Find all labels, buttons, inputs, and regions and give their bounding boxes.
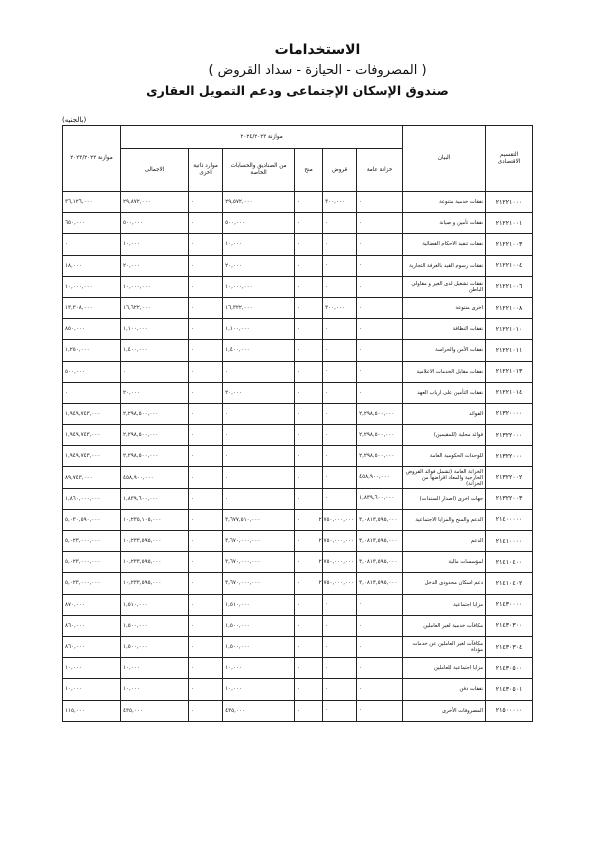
cell-treasury: ٣,٠٨١٣,٥٩٥,٠٠٠ (357, 573, 403, 594)
cell-funds: ٠ (223, 467, 295, 488)
cell-total: ١,٥١٠,٠٠٠ (121, 594, 189, 615)
cell-treasury: ٠ (357, 636, 403, 657)
cell-funds: ١,٤٠٠,٠٠٠ (223, 340, 295, 361)
cell-prev: ٨٩,٧٤٣,٠٠٠ (63, 467, 121, 488)
table-row (63, 636, 533, 657)
cell-grants: ٠ (295, 615, 323, 636)
cell-funds: ٤٣٥,٠٠٠ (223, 700, 295, 721)
cell-treasury: ٠ (357, 213, 403, 234)
cell-loans: ٠ (323, 700, 357, 721)
cell-total: ١٠,٢٣٥,١٠٥,٠٠٠ (121, 509, 189, 530)
table-row (63, 615, 533, 636)
table-row (63, 679, 533, 700)
cell-item: نفقات مقابل الخدمات الاعلامية (403, 361, 486, 382)
cell-loans: ٢,٧٥٠,٠٠٠,٠٠٠ (323, 552, 357, 573)
cell-item: نفقات تأمين و صيانة (403, 213, 486, 234)
cell-self: ٠ (189, 679, 223, 700)
header-loans: قروض (323, 149, 357, 192)
cell-loans: ٠ (323, 615, 357, 636)
cell-funds: ١٠,٠٠٠,٠٠٠ (223, 276, 295, 297)
cell-funds: ٣,٦٧٠,٠٠٠,٠٠٠ (223, 573, 295, 594)
cell-treasury: ٣,٠٨١٣,٥٩٥,٠٠٠ (357, 552, 403, 573)
cell-code: ٢١٢٢١٠١٣ (486, 361, 533, 382)
cell-loans: ٠ (323, 488, 357, 509)
cell-loans: ٠ (323, 446, 357, 467)
cell-code: ٢١٢٢١٠١٤ (486, 382, 533, 403)
cell-funds: ٠ (223, 446, 295, 467)
cell-item: نفقات الأمن والحراسة (403, 340, 486, 361)
header-self: موارد ذاتية اخرى (189, 149, 223, 192)
cell-grants: ٠ (295, 255, 323, 276)
cell-self: ٠ (189, 552, 223, 573)
cell-prev: ٥,٠٢٣,٠٠٠,٠٠٠ (63, 573, 121, 594)
cell-loans: ٠ (323, 319, 357, 340)
cell-code: ٢١٢٢١٠١٠ (486, 319, 533, 340)
header-item: البيان (403, 126, 486, 192)
cell-treasury: ٠ (357, 276, 403, 297)
cell-total: ٢,٢٩٨,٥٠٠,٠٠٠ (121, 425, 189, 446)
budget-table (62, 125, 533, 722)
cell-item: دعم اسكان محدودى الدخل (403, 573, 486, 594)
cell-item: جهات اخرى (اصدار السندات) (403, 488, 486, 509)
cell-treasury: ٠ (357, 658, 403, 679)
cell-loans: ٣٠٠,٠٠٠ (323, 192, 357, 213)
cell-code: ٢١٣٢٢٠٠٣ (486, 488, 533, 509)
table-row (63, 297, 533, 318)
cell-treasury: ٢,٢٩٨,٥٠٠,٠٠٠ (357, 446, 403, 467)
cell-item: المصروفات الأخرى (403, 700, 486, 721)
cell-prev: ٥,٠٣٠,٥٩٠,٠٠٠ (63, 509, 121, 530)
cell-grants: ٠ (295, 297, 323, 318)
cell-treasury: ٠ (357, 700, 403, 721)
cell-self: ٠ (189, 509, 223, 530)
cell-total: ١٠,٠٠٠ (121, 234, 189, 255)
cell-prev: ٨٦٠,٠٠٠ (63, 615, 121, 636)
cell-self: ٠ (189, 446, 223, 467)
cell-treasury: ٠ (357, 255, 403, 276)
cell-treasury: ٠ (357, 594, 403, 615)
table-row (63, 531, 533, 552)
cell-self: ٠ (189, 658, 223, 679)
cell-grants: ٠ (295, 658, 323, 679)
cell-funds: ٠ (223, 403, 295, 424)
cell-total: ٤٣٥,٠٠٠ (121, 700, 189, 721)
table-row (63, 488, 533, 509)
cell-self: ٠ (189, 192, 223, 213)
cell-total: ١٠,٠٠٠,٠٠٠ (121, 276, 189, 297)
cell-code: ٢١٢٢١٠٠٦ (486, 276, 533, 297)
table-row (63, 594, 533, 615)
cell-funds: ٣,٦٧٠,٠٠٠,٠٠٠ (223, 531, 295, 552)
cell-code: ٢١٢٢١٠١١ (486, 340, 533, 361)
cell-grants: ٠ (295, 319, 323, 340)
cell-item: نفقات خدمية متنوعة (403, 192, 486, 213)
cell-funds: ١٠,٠٠٠ (223, 658, 295, 679)
cell-grants: ٠ (295, 382, 323, 403)
header-budget-group: موازنة ٢٠٢٤/٢٠٢٣ (121, 126, 403, 149)
table-row (63, 319, 533, 340)
cell-item: للوحدات الحكومية العامة (403, 446, 486, 467)
cell-prev: ٥,٠٢٣,٠٠٠,٠٠٠ (63, 531, 121, 552)
table-row (63, 552, 533, 573)
cell-funds: ٢٠,٠٠٠ (223, 382, 295, 403)
cell-grants: ٠ (295, 488, 323, 509)
cell-grants: ٠ (295, 403, 323, 424)
cell-item: نفقات رسوم القيد بالغرفة التجارية (403, 255, 486, 276)
cell-code: ٢١٤٣٠٥٠١ (486, 679, 533, 700)
cell-self: ٠ (189, 319, 223, 340)
cell-self: ٠ (189, 276, 223, 297)
cell-code: ٢١٢٢١٠٠٤ (486, 255, 533, 276)
cell-treasury: ٠ (357, 361, 403, 382)
cell-prev: ٠ (63, 234, 121, 255)
cell-self: ٠ (189, 615, 223, 636)
table-row (63, 255, 533, 276)
cell-funds: ٥٠٠,٠٠٠ (223, 213, 295, 234)
cell-code: ٢١٢٢١٠٠٣ (486, 234, 533, 255)
cell-prev: ١,٩٤٩,٧٤٣,٠٠٠ (63, 403, 121, 424)
cell-funds: ١,١٠٠,٠٠٠ (223, 319, 295, 340)
cell-total: ١,٥٠٠,٠٠٠ (121, 636, 189, 657)
cell-self: ٠ (189, 403, 223, 424)
cell-self: ٠ (189, 255, 223, 276)
cell-funds: ٠ (223, 425, 295, 446)
cell-funds: ١٦,٣٢٢,٠٠٠ (223, 297, 295, 318)
unit-note: (بالجنيه) (62, 116, 87, 124)
cell-prev: ٠ (63, 382, 121, 403)
cell-treasury: ٠ (357, 192, 403, 213)
cell-loans: ٢,٧٥٠,٠٠٠,٠٠٠ (323, 573, 357, 594)
cell-treasury: ٠ (357, 234, 403, 255)
page-titles (0, 40, 595, 100)
cell-code: ٢١٤٠٠٠٠٠ (486, 509, 533, 530)
cell-code: ٢١٣٢٠٠٠٠ (486, 403, 533, 424)
cell-self: ٠ (189, 297, 223, 318)
cell-grants: ٠ (295, 636, 323, 657)
cell-total: ٠ (121, 361, 189, 382)
cell-funds: ٢٠,٠٠٠ (223, 255, 295, 276)
cell-grants: ٠ (295, 213, 323, 234)
cell-total: ١٠,٢٣٣,٥٩٥,٠٠٠ (121, 531, 189, 552)
cell-self: ٠ (189, 636, 223, 657)
cell-loans: ٠ (323, 594, 357, 615)
cell-self: ٠ (189, 234, 223, 255)
cell-item: لمؤسسات مالية (403, 552, 486, 573)
cell-code: ٢١٢٢١٠٠٠ (486, 192, 533, 213)
cell-grants: ٠ (295, 594, 323, 615)
cell-prev: ١٨,٠٠٠ (63, 255, 121, 276)
header-total: الاجمالى (121, 149, 189, 192)
header-prev-budget: موازنة ٢٠٢٣/٢٠٢٢ (63, 126, 121, 192)
cell-funds: ٠ (223, 361, 295, 382)
cell-self: ٠ (189, 573, 223, 594)
cell-funds: ١٠,٠٠٠ (223, 679, 295, 700)
cell-grants: ٠ (295, 573, 323, 594)
cell-grants: ٠ (295, 467, 323, 488)
cell-loans: ٠ (323, 403, 357, 424)
cell-total: ٤٥٨,٩٠٠,٠٠٠ (121, 467, 189, 488)
fund-name: صندوق الإسكان الإجتماعى ودعم التمويل العقارى (146, 83, 449, 98)
cell-prev: ١,٨٦٠,٠٠٠,٠٠٠ (63, 488, 121, 509)
cell-treasury: ٣,٠٨١٣,٥٩٥,٠٠٠ (357, 531, 403, 552)
cell-self: ٠ (189, 425, 223, 446)
cell-grants: ٠ (295, 192, 323, 213)
cell-prev: ١,٢٥٠,٠٠٠ (63, 340, 121, 361)
cell-funds: ٣,٦٧٠,٠٠٠,٠٠٠ (223, 552, 295, 573)
cell-total: ١,٤٠٠,٠٠٠ (121, 340, 189, 361)
header-code: التقسيم الاقتصادى (486, 126, 533, 192)
cell-code: ٢١٤٣٠٣٠٠ (486, 615, 533, 636)
cell-loans: ٠ (323, 255, 357, 276)
table-row (63, 403, 533, 424)
cell-item: مكافآت خدمية لغير العاملين (403, 615, 486, 636)
cell-item: الفوائد (403, 403, 486, 424)
table-row (63, 234, 533, 255)
header-grants: منح (295, 149, 323, 192)
table-row (63, 276, 533, 297)
cell-prev: ١٠,٠٠٠ (63, 679, 121, 700)
table-row (63, 509, 533, 530)
table-row (63, 658, 533, 679)
cell-self: ٠ (189, 361, 223, 382)
cell-grants: ٠ (295, 425, 323, 446)
cell-treasury: ٠ (357, 382, 403, 403)
cell-treasury: ٢,٢٩٨,٥٠٠,٠٠٠ (357, 403, 403, 424)
cell-loans: ٠ (323, 382, 357, 403)
cell-loans: ٠ (323, 340, 357, 361)
cell-treasury: ٠ (357, 340, 403, 361)
cell-code: ٢١٤١٠٠٠٠ (486, 531, 533, 552)
cell-self: ٠ (189, 488, 223, 509)
table-row (63, 700, 533, 721)
cell-self: ٠ (189, 340, 223, 361)
cell-item: الدعم (403, 531, 486, 552)
cell-loans: ٠ (323, 467, 357, 488)
cell-funds: ١,٥١٠,٠٠٠ (223, 594, 295, 615)
cell-total: ١,٨٣٩,٦٠٠,٠٠٠ (121, 488, 189, 509)
cell-self: ٠ (189, 382, 223, 403)
page-subtitle: ( المصروفات - الحيازة - سداد القروض ) (208, 63, 427, 78)
cell-item: فوائد محلية (للمقيمين) (403, 425, 486, 446)
cell-treasury: ١,٨٣٩,٦٠٠,٠٠٠ (357, 488, 403, 509)
cell-item: مكافآت لغير العاملين عن خدمات مؤداة (403, 636, 486, 657)
cell-prev: ١,٩٤٩,٧٤٣,٠٠٠ (63, 425, 121, 446)
cell-total: ١٦,٦٢٢,٠٠٠ (121, 297, 189, 318)
cell-total: ١٠,٠٠٠ (121, 658, 189, 679)
cell-total: ١٠,٠٠٠ (121, 679, 189, 700)
cell-item: مزايا اجتماعية (403, 594, 486, 615)
cell-treasury: ٠ (357, 319, 403, 340)
cell-total: ١٠,٢٣٣,٥٩٥,٠٠٠ (121, 552, 189, 573)
table-row (63, 425, 533, 446)
table-body (63, 192, 533, 722)
cell-item: الخزانة العامة (تشمل فوائد القروض الخارجية والمعاد اقراضها من الخزانة) (403, 467, 486, 488)
cell-prev: ٥,٠٢٣,٠٠٠,٠٠٠ (63, 552, 121, 573)
cell-prev: ١٠,٠٠٠ (63, 658, 121, 679)
cell-total: ١٠,٢٣٣,٥٩٥,٠٠٠ (121, 573, 189, 594)
cell-total: ٢,٢٩٨,٥٠٠,٠٠٠ (121, 446, 189, 467)
cell-funds: ١٠,٠٠٠ (223, 234, 295, 255)
cell-funds: ١,٥٠٠,٠٠٠ (223, 615, 295, 636)
cell-loans: ٠ (323, 658, 357, 679)
cell-funds: ٢٩,٥٧٢,٠٠٠ (223, 192, 295, 213)
cell-total: ١,١٠٠,٠٠٠ (121, 319, 189, 340)
table-row (63, 467, 533, 488)
cell-prev: ٨٧٠,٠٠٠ (63, 594, 121, 615)
cell-code: ٢١٤١٠٤٠٢ (486, 573, 533, 594)
cell-funds: ٣,٦٧٧,٥١٠,٠٠٠ (223, 509, 295, 530)
table-row (63, 573, 533, 594)
cell-prev: ٨٦٠,٠٠٠ (63, 636, 121, 657)
cell-self: ٠ (189, 594, 223, 615)
cell-code: ٢١٣٢٢٠٠٢ (486, 467, 533, 488)
cell-prev: ١٣,٣٠٨,٠٠٠ (63, 297, 121, 318)
cell-treasury: ٠ (357, 679, 403, 700)
cell-treasury: ٣,٠٨١٣,٥٩٥,٠٠٠ (357, 509, 403, 530)
cell-item: الدعم والمنح والمزايا الاجتماعية (403, 509, 486, 530)
cell-grants: ٠ (295, 700, 323, 721)
cell-loans: ٠ (323, 361, 357, 382)
cell-total: ٥٠٠,٠٠٠ (121, 213, 189, 234)
cell-treasury: ٤٥٨,٩٠٠,٠٠٠ (357, 467, 403, 488)
cell-code: ٢١٥٠٠٠٠٠ (486, 700, 533, 721)
header-treasury: خزانة عامة (357, 149, 403, 192)
cell-code: ٢١٤٣٠٥٠٠ (486, 658, 533, 679)
cell-item: اخرى متنوعة (403, 297, 486, 318)
cell-total: ١,٥٠٠,٠٠٠ (121, 615, 189, 636)
cell-code: ٢١٤٣٠٠٠٠ (486, 594, 533, 615)
cell-prev: ١,٩٤٩,٧٤٣,٠٠٠ (63, 446, 121, 467)
cell-code: ٢١٣٢٢٠٠٠ (486, 425, 533, 446)
cell-total: ٢٩,٨٧٢,٠٠٠ (121, 192, 189, 213)
cell-total: ٢٠,٠٠٠ (121, 255, 189, 276)
cell-loans: ٠ (323, 636, 357, 657)
cell-item: نفقات دفن (403, 679, 486, 700)
cell-loans: ٠ (323, 679, 357, 700)
page-title: الاستخدامات (274, 42, 361, 58)
table-row (63, 446, 533, 467)
cell-loans: ٢,٧٥٠,٠٠٠,٠٠٠ (323, 531, 357, 552)
cell-loans: ٠ (323, 425, 357, 446)
table-row (63, 192, 533, 213)
cell-item: نفقات التأمين على ارباب العهد (403, 382, 486, 403)
cell-treasury: ٢,٢٩٨,٥٠٠,٠٠٠ (357, 425, 403, 446)
cell-prev: ١١٥,٠٠٠ (63, 700, 121, 721)
cell-prev: ١٠,٠٠٠,٠٠٠ (63, 276, 121, 297)
cell-grants: ٠ (295, 446, 323, 467)
cell-item: نفقات النظافة (403, 319, 486, 340)
cell-funds: ١,٥٠٠,٠٠٠ (223, 636, 295, 657)
cell-treasury: ٠ (357, 615, 403, 636)
header-funds: من الصناديق والحسابات الخاصة (223, 149, 295, 192)
cell-grants: ٠ (295, 679, 323, 700)
cell-prev: ٥٠٠,٠٠٠ (63, 361, 121, 382)
cell-self: ٠ (189, 467, 223, 488)
cell-self: ٠ (189, 700, 223, 721)
cell-grants: ٠ (295, 276, 323, 297)
cell-loans: ٠ (323, 276, 357, 297)
cell-total: ٢٠,٠٠٠ (121, 382, 189, 403)
table-row (63, 382, 533, 403)
cell-loans: ٠ (323, 234, 357, 255)
cell-grants: ٠ (295, 531, 323, 552)
cell-self: ٠ (189, 213, 223, 234)
cell-grants: ٠ (295, 552, 323, 573)
cell-item: نفقات تشغيل لدى الغير و مقاولي الباطن (403, 276, 486, 297)
cell-item: نفقات تنفيذ الاحكام القضائية (403, 234, 486, 255)
cell-code: ٢١٤٣٠٣٠٤ (486, 636, 533, 657)
cell-code: ٢١٣٢٢٠٠٠ (486, 446, 533, 467)
cell-treasury: ٠ (357, 297, 403, 318)
cell-self: ٠ (189, 531, 223, 552)
cell-loans: ٣٠٠,٠٠٠ (323, 297, 357, 318)
cell-code: ٢١٤١٠٤٠٠ (486, 552, 533, 573)
table-row (63, 340, 533, 361)
cell-funds: ٠ (223, 488, 295, 509)
cell-loans: ٢,٧٥٠,٠٠٠,٠٠٠ (323, 509, 357, 530)
cell-code: ٢١٢٢١٠٠٨ (486, 297, 533, 318)
cell-prev: ٦٥٠,٠٠٠ (63, 213, 121, 234)
cell-loans: ٠ (323, 213, 357, 234)
cell-code: ٢١٢٢١٠٠١ (486, 213, 533, 234)
cell-item: مزايا اجتماعية للعاملين (403, 658, 486, 679)
cell-prev: ٣٦,١٢٦,٠٠٠ (63, 192, 121, 213)
cell-grants: ٠ (295, 340, 323, 361)
table-row (63, 213, 533, 234)
cell-total: ٢,٢٩٨,٥٠٠,٠٠٠ (121, 403, 189, 424)
cell-prev: ٨٥٠,٠٠٠ (63, 319, 121, 340)
table-row (63, 361, 533, 382)
cell-grants: ٠ (295, 509, 323, 530)
cell-grants: ٠ (295, 361, 323, 382)
cell-grants: ٠ (295, 234, 323, 255)
